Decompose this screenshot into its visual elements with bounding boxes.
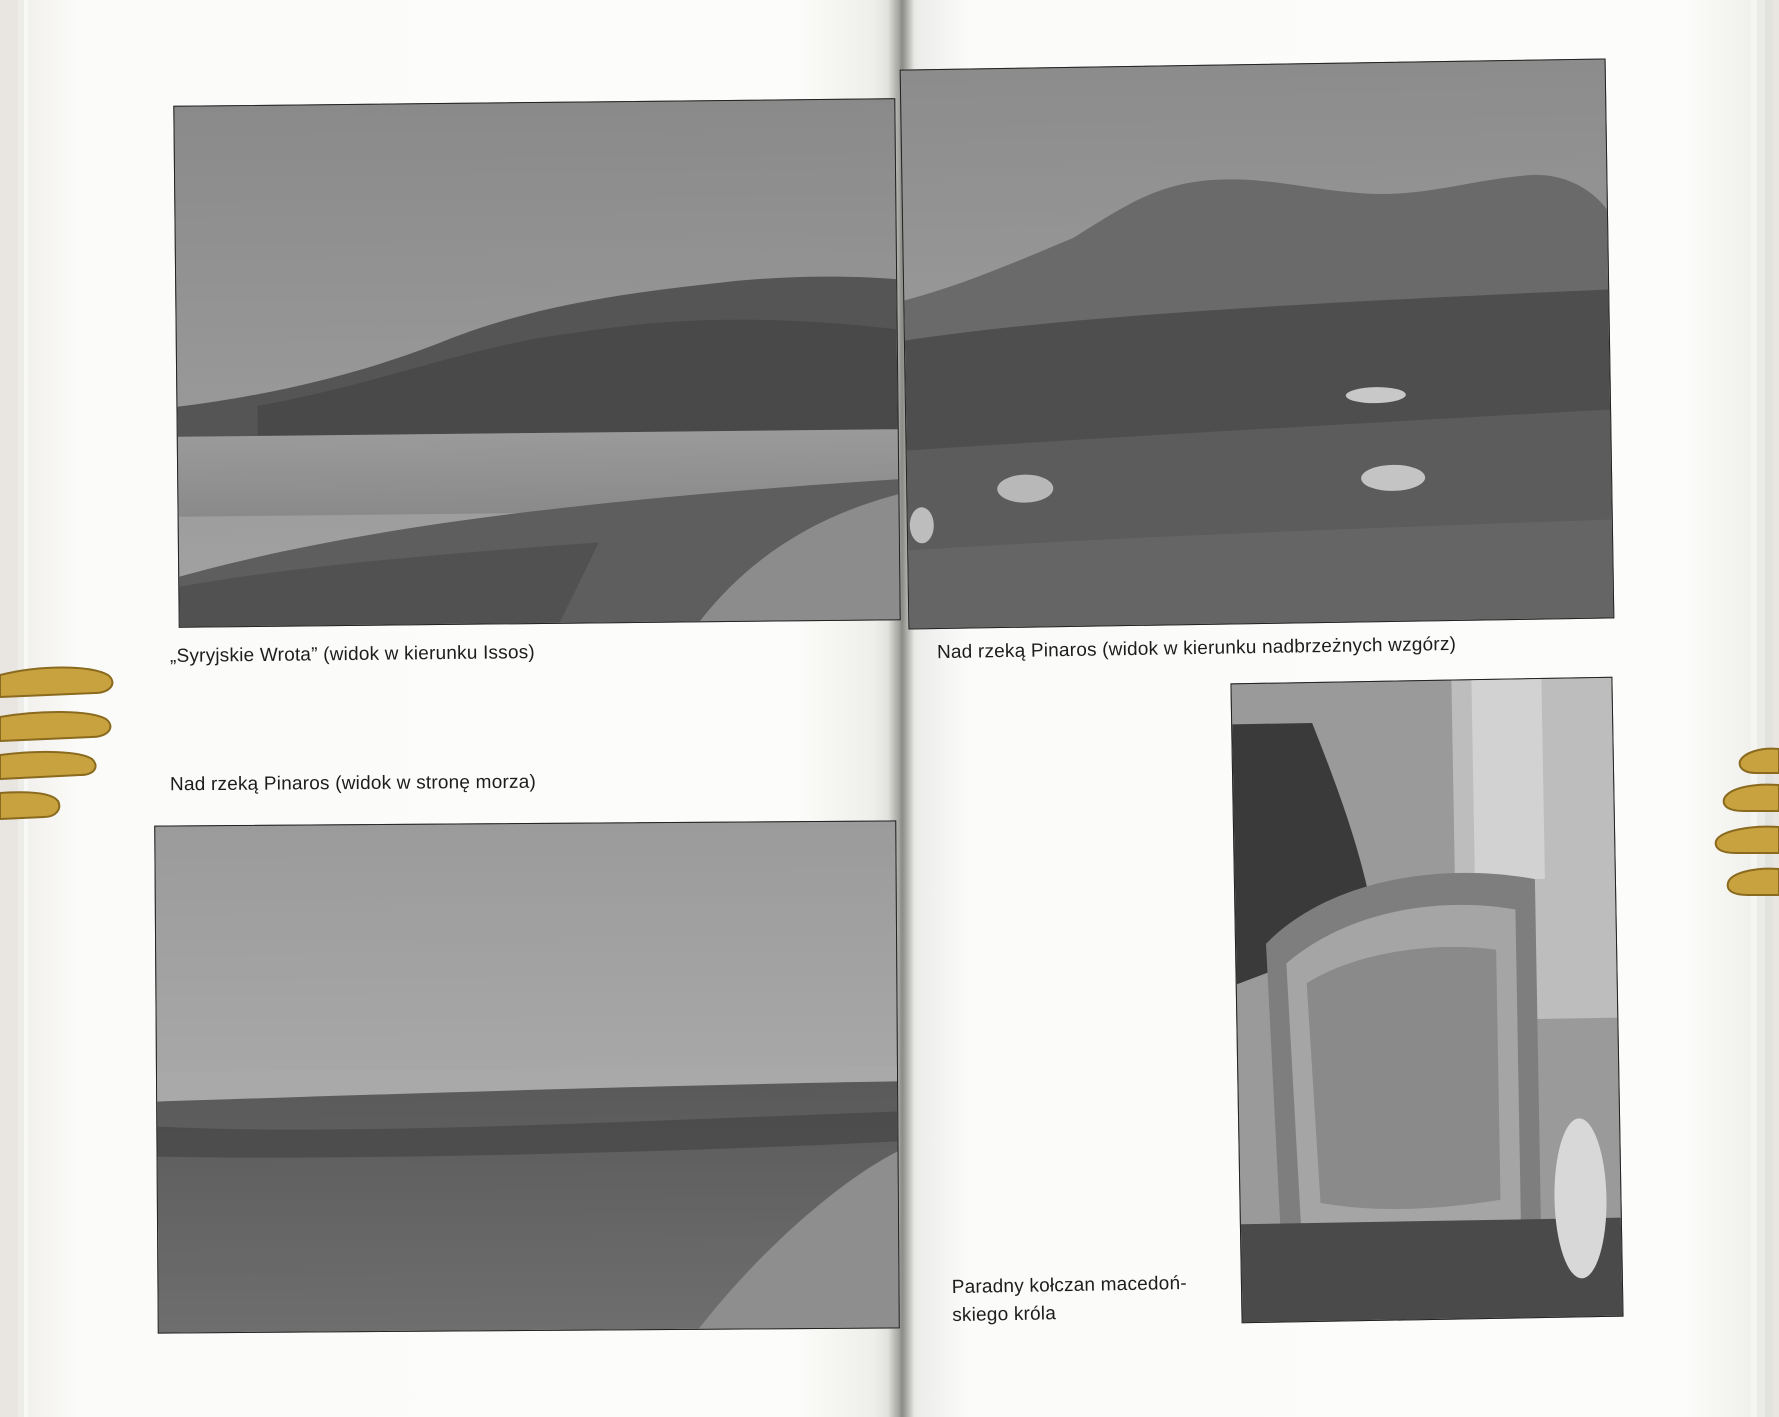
photo-pinaros-hills [900,58,1615,629]
photo-pinaros-sea [154,820,900,1333]
caption-pinaros-sea: Nad rzeką Pinaros (widok w stronę morza) [169,771,537,796]
caption-pinaros-hills: Nad rzeką Pinaros (widok w kierunku nadbrzeżnych wzgórz) [936,633,1457,664]
caption-quiver-line2: skiego króla [952,1303,1057,1327]
caption-quiver-line1: Paradny kołczan macedoń- [951,1272,1187,1299]
caption-syrian-gates: „Syryjskie Wrota” (widok w kierunku Issos) [169,642,536,667]
photo-quiver [1230,677,1623,1324]
brass-clip-right [1700,745,1779,925]
brass-clip-left [0,655,120,855]
caption-quiver [952,1270,1188,1330]
photo-syrian-gates [173,98,900,628]
